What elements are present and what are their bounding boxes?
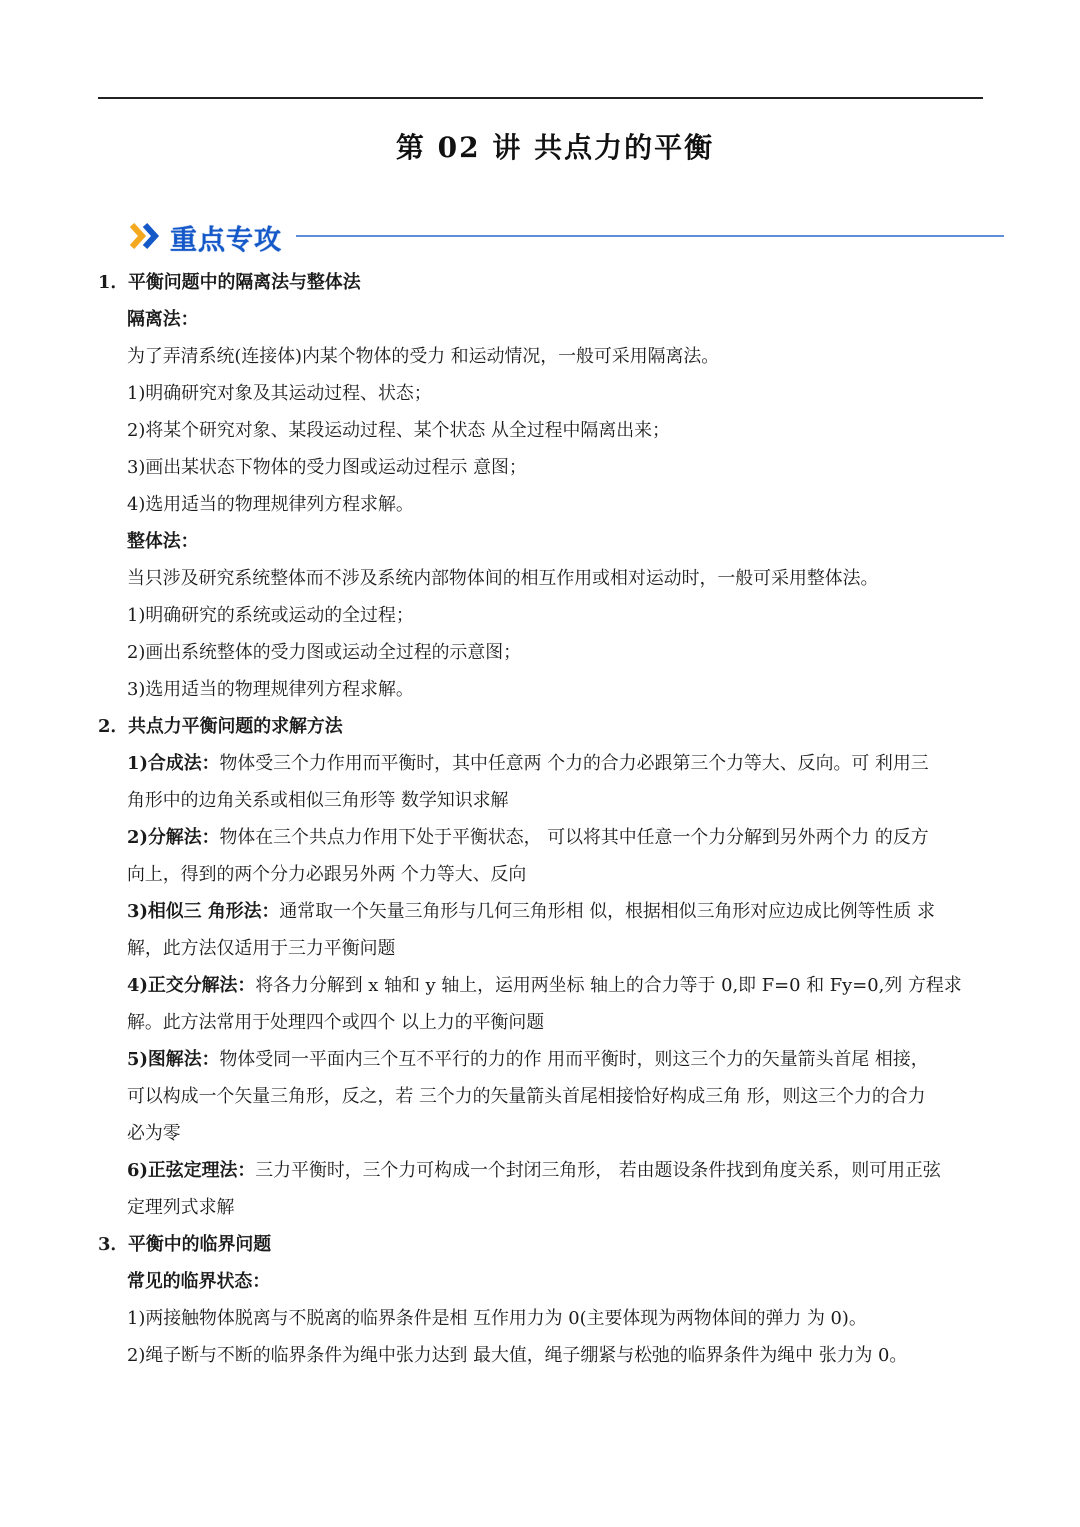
method-text: 通常取一个矢量三角形与几何三角形相 似，根据相似三角形对应边成比例等性质 求 xyxy=(279,901,935,922)
header-rule xyxy=(98,97,983,99)
method-text: 物体在三个共点力作用下处于平衡状态， 可以将其中任意一个力分解到另外两个力 的反方 xyxy=(219,827,929,848)
list-item: 1)明确研究对象及其运动过程、状态； xyxy=(127,383,432,404)
subheading-isolation: 隔离法： xyxy=(127,309,199,330)
method-text: 物体受三个力作用而平衡时，其中任意两 个力的合力必跟第三个力等大、反向。可 利用三 xyxy=(219,753,929,774)
list-item: 3)选用适当的物理规律列方程求解。 xyxy=(127,679,414,700)
list-item: 2)绳子断与不断的临界条件为绳中张力达到 最大值，绳子绷紧与松弛的临界条件为绳中 张力为 0。 xyxy=(127,1345,908,1366)
method-label: 3)相似三 角形法： xyxy=(127,901,280,922)
section-heading xyxy=(98,264,988,301)
method-line: 定理列式求解 xyxy=(127,1197,235,1218)
list-item: 2)画出系统整体的受力图或运动全过程的示意图； xyxy=(127,642,522,663)
document-body xyxy=(98,264,988,1374)
paragraph: 当只涉及研究系统整体而不涉及系统内部物体间的相互作用或相对运动时，一般可采用整体法。 xyxy=(127,568,879,589)
list-item: 2)将某个研究对象、某段运动过程、某个状态 从全过程中隔离出来； xyxy=(127,420,670,441)
list-item: 3)画出某状态下物体的受力图或运动过程示 意图； xyxy=(127,457,527,478)
method-line: 可以构成一个矢量三角形，反之，若 三个力的矢量箭头首尾相接恰好构成三角 形，则这三个力的合力 xyxy=(127,1086,926,1107)
subheading-whole: 整体法： xyxy=(127,531,199,552)
section-banner-label: 重点专攻 xyxy=(170,225,282,256)
subheading-critical: 常见的临界状态： xyxy=(127,1271,271,1292)
method-line xyxy=(98,745,988,782)
section-heading xyxy=(98,708,988,745)
method-text: 物体受同一平面内三个互不平行的力的作 用而平衡时，则这三个力的矢量箭头首尾 相接， xyxy=(219,1049,929,1070)
section-number: 3． xyxy=(98,1234,129,1255)
method-text: 三力平衡时，三个力可构成一个封闭三角形， 若由题设条件找到角度关系，则可用正弦 xyxy=(255,1160,941,1181)
method-line xyxy=(98,1041,988,1078)
section-title: 平衡问题中的隔离法与整体法 xyxy=(128,272,361,293)
list-item: 4)选用适当的物理规律列方程求解。 xyxy=(127,494,414,515)
method-label: 1)合成法： xyxy=(127,753,220,774)
list-item: 1)明确研究的系统或运动的全过程； xyxy=(127,605,414,626)
method-label: 2)分解法： xyxy=(127,827,220,848)
section-title: 平衡中的临界问题 xyxy=(128,1234,272,1255)
method-line xyxy=(98,1152,988,1189)
method-text: 将各力分解到 x 轴和 y 轴上，运用两坐标 轴上的合力等于 0,即 F=0 和 Fy=0,列 方程求 xyxy=(255,975,962,996)
method-line: 解，此方法仅适用于三力平衡问题 xyxy=(127,938,396,959)
paragraph: 为了弄清系统(连接体)内某个物体的受力 和运动情况，一般可采用隔离法。 xyxy=(127,346,720,367)
method-label: 4)正交分解法： xyxy=(127,975,256,996)
list-item: 1)两接触物体脱离与不脱离的临界条件是相 互作用力为 0(主要体现为两物体间的弹力 为 0)。 xyxy=(127,1308,867,1329)
section-title: 共点力平衡问题的求解方法 xyxy=(128,716,343,737)
method-label: 6)正弦定理法： xyxy=(127,1160,256,1181)
method-line: 向上，得到的两个分力必跟另外两 个力等大、反向 xyxy=(127,864,527,885)
double-chevron-icon xyxy=(128,222,162,250)
section-banner xyxy=(128,216,1008,256)
section-banner-rule xyxy=(296,235,1004,237)
section-number: 1． xyxy=(98,272,129,293)
section-number: 2． xyxy=(98,716,129,737)
section-heading xyxy=(98,1226,988,1263)
page-title: 第 02 讲 共点力的平衡 xyxy=(395,131,715,164)
method-label: 5)图解法： xyxy=(127,1049,220,1070)
method-line: 解。此方法常用于处理四个或四个 以上力的平衡问题 xyxy=(127,1012,545,1033)
method-line xyxy=(98,967,988,1004)
method-line: 角形中的边角关系或相似三角形等 数学知识求解 xyxy=(127,790,509,811)
method-line xyxy=(98,819,988,856)
method-line: 必为零 xyxy=(127,1123,181,1144)
method-line xyxy=(98,893,988,930)
